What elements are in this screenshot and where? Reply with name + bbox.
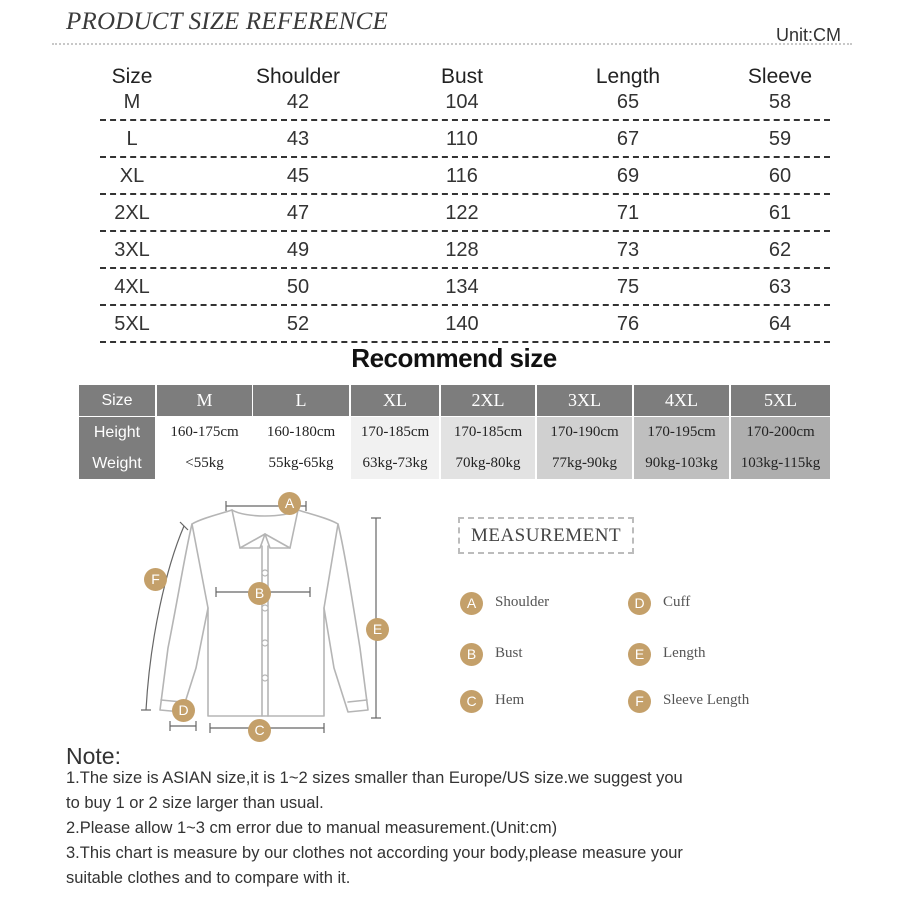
measurement-title: MEASUREMENT xyxy=(458,517,634,554)
table-row xyxy=(100,195,830,232)
shoulder-cell: 45 xyxy=(286,165,310,187)
badge-c: C xyxy=(460,690,483,713)
column-header-length: Length xyxy=(595,65,661,88)
legend-label: Cuff xyxy=(663,594,691,610)
note-line: suitable clothes and to compare with it. xyxy=(66,869,351,887)
size-cell: 5XL xyxy=(114,313,150,335)
weight-cell: 63kg-73kg xyxy=(351,448,439,479)
size-cell: L xyxy=(126,128,138,150)
weight-cell: 55kg-65kg xyxy=(253,448,349,479)
length-cell: 69 xyxy=(616,165,640,187)
recommend-header-cell: 4XL xyxy=(634,385,729,416)
table-row xyxy=(100,269,830,306)
bust-cell: 128 xyxy=(445,239,479,261)
recommend-table xyxy=(79,385,830,479)
height-row xyxy=(79,417,830,448)
shoulder-cell: 43 xyxy=(286,128,310,150)
height-cell: 170-200cm xyxy=(731,417,830,448)
length-cell: 76 xyxy=(616,313,640,335)
size-cell: XL xyxy=(119,165,145,187)
legend-label: Sleeve Length xyxy=(663,692,750,708)
bust-cell: 140 xyxy=(445,313,479,335)
height-cell: 160-175cm xyxy=(157,417,252,448)
sleeve-cell: 60 xyxy=(768,165,792,187)
note-line: to buy 1 or 2 size larger than usual. xyxy=(66,794,324,812)
height-cell: 170-185cm xyxy=(441,417,535,448)
weight-cell: 90kg-103kg xyxy=(634,448,729,479)
badge-a: A xyxy=(460,592,483,615)
length-cell: 75 xyxy=(616,276,640,298)
recommend-header-cell: 2XL xyxy=(441,385,535,416)
height-cell: 170-195cm xyxy=(634,417,729,448)
shoulder-cell: 47 xyxy=(286,202,310,224)
badge-f: F xyxy=(628,690,651,713)
column-header-sleeve: Sleeve xyxy=(747,65,813,88)
shoulder-cell: 52 xyxy=(286,313,310,335)
size-cell: 2XL xyxy=(114,202,150,224)
recommend-header-cell: 5XL xyxy=(731,385,830,416)
weight-cell: <55kg xyxy=(157,448,252,479)
recommend-header-cell: XL xyxy=(351,385,439,416)
note-line: 2.Please allow 1~3 cm error due to manual measurement.(Unit:cm) xyxy=(66,819,558,837)
legend-label: Hem xyxy=(495,692,525,708)
size-cell: 4XL xyxy=(114,276,150,298)
bust-cell: 110 xyxy=(446,128,478,150)
legend-label: Length xyxy=(663,645,706,661)
note-line: 3.This chart is measure by our clothes not according your body,please measure your xyxy=(66,844,683,862)
shoulder-cell: 49 xyxy=(286,239,310,261)
note-line: 1.The size is ASIAN size,it is 1~2 sizes smaller than Europe/US size.we suggest you xyxy=(66,769,683,787)
unit-label: Unit:CM xyxy=(776,25,842,45)
size-cell: 3XL xyxy=(114,239,150,261)
sleeve-cell: 64 xyxy=(768,313,792,335)
legend-label: Shoulder xyxy=(495,594,550,610)
length-cell: 67 xyxy=(616,128,640,150)
note-title: Note: xyxy=(66,743,121,769)
badge-b: B xyxy=(248,582,271,605)
weight-row xyxy=(79,448,830,479)
recommend-header-cell: L xyxy=(253,385,349,416)
shirt-diagram xyxy=(130,488,410,748)
column-header-size: Size xyxy=(111,65,153,88)
shoulder-cell: 42 xyxy=(286,91,310,113)
bust-cell: 134 xyxy=(445,276,479,298)
size-cell: M xyxy=(123,91,141,113)
sleeve-cell: 63 xyxy=(768,276,792,298)
shoulder-cell: 50 xyxy=(286,276,310,298)
sleeve-cell: 59 xyxy=(768,128,792,150)
sleeve-cell: 58 xyxy=(768,91,792,113)
recommend-title: Recommend size xyxy=(351,343,557,373)
bust-cell: 104 xyxy=(445,91,479,113)
weight-cell: 103kg-115kg xyxy=(731,448,830,479)
column-header-bust: Bust xyxy=(440,65,484,88)
badge-e: E xyxy=(366,618,389,641)
table-row xyxy=(100,306,830,343)
column-header-shoulder: Shoulder xyxy=(255,65,341,88)
weight-label: Weight xyxy=(79,448,155,479)
badge-b: B xyxy=(460,643,483,666)
sleeve-cell: 61 xyxy=(768,202,792,224)
table-row xyxy=(100,158,830,195)
badge-f: F xyxy=(144,568,167,591)
page-title: PRODUCT SIZE REFERENCE xyxy=(66,8,388,35)
length-cell: 71 xyxy=(616,202,640,224)
badge-e: E xyxy=(628,643,651,666)
badge-d: D xyxy=(628,592,651,615)
bust-cell: 122 xyxy=(445,202,479,224)
badge-a: A xyxy=(278,492,301,515)
recommend-header-cell: 3XL xyxy=(537,385,632,416)
height-label: Height xyxy=(79,417,155,448)
table-row xyxy=(100,232,830,269)
sleeve-cell: 62 xyxy=(768,239,792,261)
weight-cell: 70kg-80kg xyxy=(441,448,535,479)
height-cell: 170-185cm xyxy=(351,417,439,448)
bust-cell: 116 xyxy=(446,165,478,187)
weight-cell: 77kg-90kg xyxy=(537,448,632,479)
recommend-header-cell: Size xyxy=(79,385,155,416)
height-cell: 160-180cm xyxy=(253,417,349,448)
length-cell: 73 xyxy=(616,239,640,261)
badge-d: D xyxy=(172,699,195,722)
header-divider xyxy=(52,43,852,45)
recommend-header-cell: M xyxy=(157,385,252,416)
table-row xyxy=(100,84,830,121)
recommend-header-row xyxy=(79,385,830,416)
badge-c: C xyxy=(248,719,271,742)
table-row xyxy=(100,121,830,158)
legend-label: Bust xyxy=(495,645,523,661)
length-cell: 65 xyxy=(616,91,640,113)
height-cell: 170-190cm xyxy=(537,417,632,448)
